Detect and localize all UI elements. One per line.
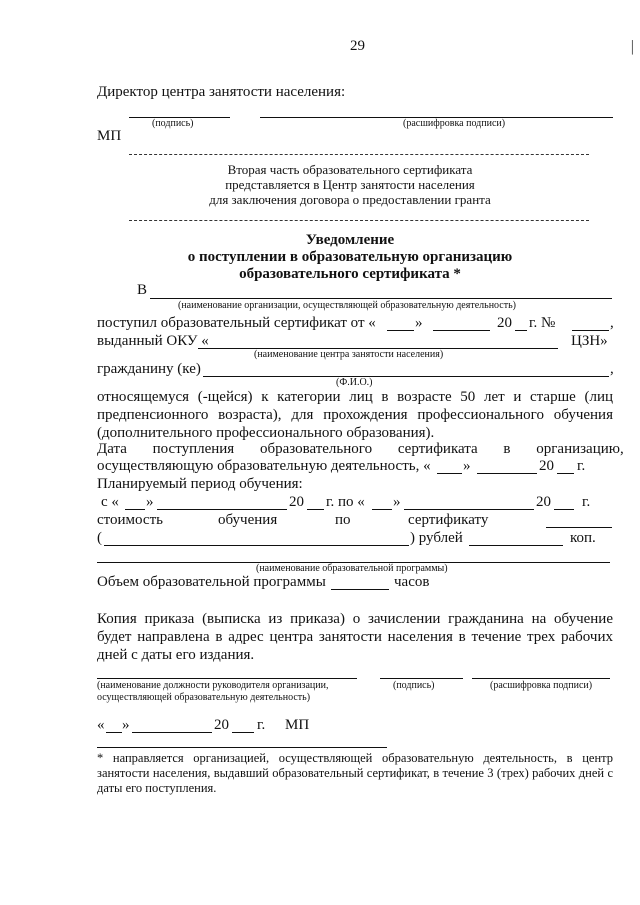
- fio-caption: (Ф.И.О.): [336, 377, 373, 388]
- czn-caption: (наименование центра занятости населения): [254, 349, 444, 360]
- received-e: ,: [610, 315, 614, 331]
- period-year1-line: [307, 509, 324, 510]
- footnote: * направляется организацией, осуществляющей образовательную деятельность, в центр занятости населения, выдавший образовательный сертификат, в течение 3 (трех) рабочих дней с даты его поступления.: [97, 751, 613, 795]
- director-stamp: МП: [97, 128, 122, 144]
- scan-mark: │: [628, 40, 637, 54]
- period-month2-line: [404, 509, 534, 510]
- cost-w1: стоимость: [97, 512, 163, 528]
- date-q2: »: [122, 717, 130, 733]
- date-text-b1: осуществляющую образовательную деятельность, «: [97, 458, 431, 474]
- cut-line-top: [129, 154, 589, 155]
- period-po: г. по «: [326, 494, 365, 510]
- director-decode-caption: (расшифровка подписи): [403, 118, 506, 129]
- head-decode-line: [472, 678, 610, 679]
- notice-title-2: о поступлении в образовательную организацию: [187, 249, 513, 265]
- date2-year-line: [232, 732, 254, 733]
- date-mp: МП: [285, 717, 310, 733]
- second-part-line1: Вторая часть образовательного сертификата: [227, 162, 473, 177]
- issued-prefix: выданный ОКУ «: [97, 333, 209, 349]
- received-number-line: [572, 330, 609, 331]
- received-d: г. №: [529, 315, 556, 331]
- footnote-separator: [97, 747, 387, 748]
- received-b: »: [415, 315, 423, 331]
- notice-title-3: образовательного сертификата *: [239, 266, 461, 282]
- date-20: 20: [214, 717, 229, 733]
- notice-title-1: Уведомление: [305, 232, 395, 248]
- second-part-line3: для заключения договора о предоставлении гранта: [209, 192, 491, 207]
- date-text-b4: г.: [577, 458, 586, 474]
- date-q1: «: [97, 717, 105, 733]
- cut-line-bottom: [129, 220, 589, 221]
- cost-w4: сертификату: [408, 512, 489, 528]
- date-year-line: [557, 473, 574, 474]
- period-label: Планируемый период обучения:: [97, 476, 303, 492]
- period-20a: 20: [289, 494, 304, 510]
- cost-top-line: [546, 527, 612, 528]
- org-line: [150, 298, 612, 299]
- date-month-line: [477, 473, 537, 474]
- date-text-b3: 20: [539, 458, 554, 474]
- date-text-a-row: [97, 441, 624, 458]
- date2-day-line: [106, 732, 122, 733]
- director-heading: Директор центра занятости населения:: [97, 84, 346, 100]
- head-sign-caption: (подпись): [393, 680, 435, 691]
- date-day-line: [437, 473, 462, 474]
- period-year2-line: [554, 509, 574, 510]
- cost-kop-line: [469, 545, 563, 546]
- citizen-line: [203, 376, 609, 377]
- second-part-line2: представляется в Центр занятости населения: [225, 177, 475, 192]
- period-g: г.: [582, 494, 591, 510]
- volume-line: [331, 589, 389, 590]
- received-year-line: [515, 330, 527, 331]
- org-caption: (наименование организации, осуществляющей образовательную деятельность): [178, 300, 516, 311]
- period-20b: 20: [536, 494, 551, 510]
- head-caption-2: осуществляющей образовательную деятельность): [97, 692, 311, 703]
- head-caption-1: (наименование должности руководителя организации,: [97, 680, 329, 691]
- date-text-a: Дата поступления образовательного сертификата в организацию,: [97, 441, 624, 457]
- period-day1-line: [125, 509, 145, 510]
- head-decode-caption: (расшифровка подписи): [490, 680, 593, 691]
- director-sign-caption: (подпись): [152, 118, 194, 129]
- category-text: относящемуся (-щейся) к категории лиц в возрасте 50 лет и старше (лиц предпенсионного возраста), для прохождения профессионального обучения (дополнительного профессионального образования).: [97, 389, 613, 441]
- period-q: »: [146, 494, 154, 510]
- cost-amount-line: [104, 545, 409, 546]
- date-text-b2: »: [463, 458, 471, 474]
- volume-b: часов: [394, 574, 430, 590]
- period-q2: »: [393, 494, 401, 510]
- head-sign-line: [380, 678, 463, 679]
- copy-text: Копия приказа (выписка из приказа) о зачислении гражданина на обучение будет направлена в адрес центра занятости населения в течение трех рабочих дней с даты его издания.: [97, 611, 613, 663]
- cost-w3: по: [335, 512, 351, 528]
- received-c: 20: [497, 315, 512, 331]
- cost-w2: обучения: [218, 512, 278, 528]
- received-month-line: [433, 330, 490, 331]
- page-number: 29: [350, 38, 365, 54]
- cost-kop: коп.: [570, 530, 596, 546]
- volume-a: Объем образовательной программы: [97, 574, 326, 590]
- citizen-suffix: ,: [610, 361, 614, 377]
- period-month1-line: [157, 509, 287, 510]
- citizen-prefix: гражданину (ке): [97, 361, 201, 377]
- head-position-line: [97, 678, 357, 679]
- received-day-line: [387, 330, 414, 331]
- date2-month-line: [132, 732, 212, 733]
- period-day2-line: [372, 509, 392, 510]
- cost-open: (: [97, 530, 102, 546]
- issued-suffix: ЦЗН»: [571, 333, 608, 349]
- program-caption: (наименование образовательной программы): [256, 563, 448, 574]
- date-g: г.: [257, 717, 266, 733]
- received-a: поступил образовательный сертификат от «: [97, 315, 376, 331]
- period-s: с «: [101, 494, 119, 510]
- to-prefix: В: [137, 282, 148, 298]
- cost-rub: ) рублей: [410, 530, 463, 546]
